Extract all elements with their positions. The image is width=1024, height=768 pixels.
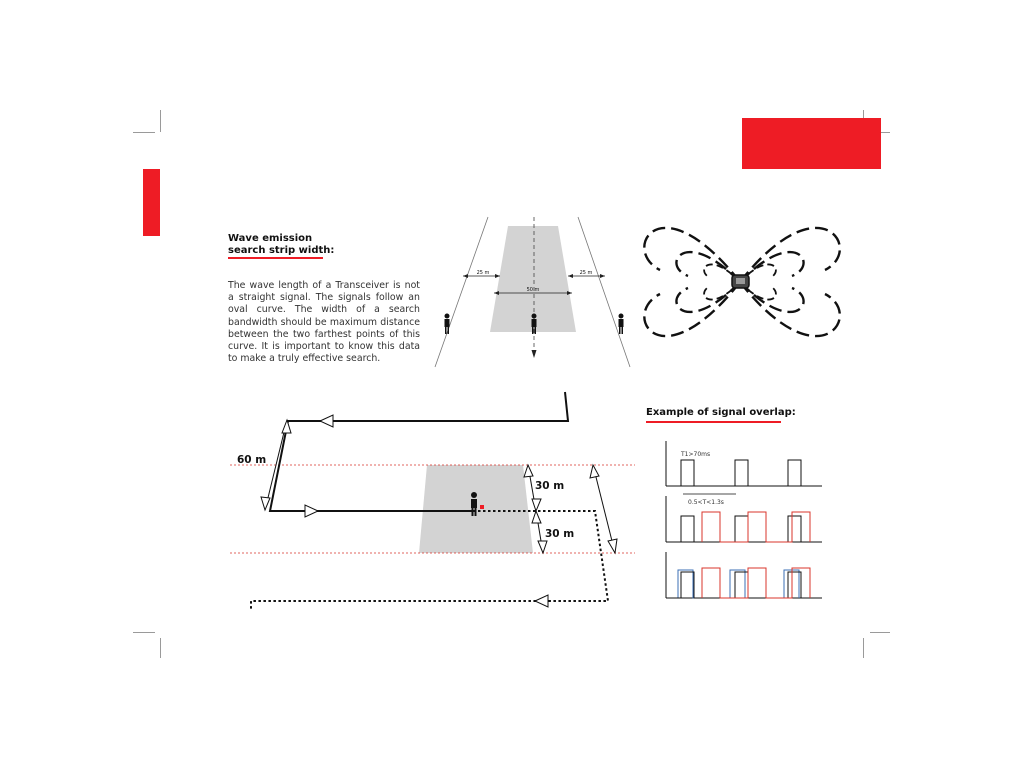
search-strip-figure: [430, 212, 640, 372]
signal-overlap-chart: [660, 436, 830, 606]
search-path-diagram: [225, 390, 640, 615]
crop-mark: [133, 632, 155, 633]
section-title-line1: Wave emission: [228, 233, 313, 244]
field-line: [644, 228, 740, 282]
label-60m: 60 m: [237, 454, 267, 466]
path-arrowhead: [320, 415, 333, 427]
accent-tab-left: [143, 169, 160, 236]
person-icon: [619, 314, 624, 335]
crop-mark: [160, 110, 161, 132]
field-line: [676, 282, 740, 312]
pulse-train-black: [666, 460, 801, 486]
body-paragraph: The wave length of a Transceiver is not a straight signal. The signals follow an oval curve. The width of a search bandwidth should be maximum distance between the two farthest points of this curve. It is important to know this data to make a truly effective search.: [228, 280, 420, 365]
label-30m-top: 30 m: [535, 480, 565, 492]
section-title-line2: search strip width:: [228, 245, 335, 256]
section-title: [228, 233, 334, 257]
pulse-train-black: [666, 572, 801, 598]
path-arrowhead: [535, 595, 548, 607]
strip-arrowhead: [532, 350, 537, 358]
t1-label: T1>70ms: [681, 451, 711, 458]
probe-marker: [480, 505, 484, 509]
person-icon: [445, 314, 450, 335]
field-line: [740, 282, 840, 336]
field-line: [644, 282, 740, 336]
field-line: [740, 228, 840, 282]
label-30m-bottom: 30 m: [545, 528, 575, 540]
path-arrowhead: [305, 505, 318, 517]
strip-boundary-left: [435, 217, 488, 367]
strip-boundary-right: [578, 217, 630, 367]
measure-right-label: 25 m: [579, 270, 593, 276]
field-line: [676, 252, 740, 282]
crop-mark: [863, 638, 864, 658]
field-lines-figure: [640, 210, 845, 355]
accent-block-top-right: [742, 118, 881, 169]
overlap-title: Example of signal overlap:: [646, 407, 796, 418]
overlap-title-underline: [646, 421, 781, 423]
pulse-train-black: [666, 516, 801, 542]
crop-mark: [133, 132, 155, 133]
pulse-train-blue: [678, 570, 799, 598]
period-label: 0.5<T<1.3s: [688, 499, 724, 506]
measure-left-label: 25 m: [476, 270, 490, 276]
measure-center-label: 50 m: [526, 287, 540, 293]
crop-mark: [870, 632, 890, 633]
crop-mark: [160, 638, 161, 658]
title-underline: [228, 257, 323, 259]
